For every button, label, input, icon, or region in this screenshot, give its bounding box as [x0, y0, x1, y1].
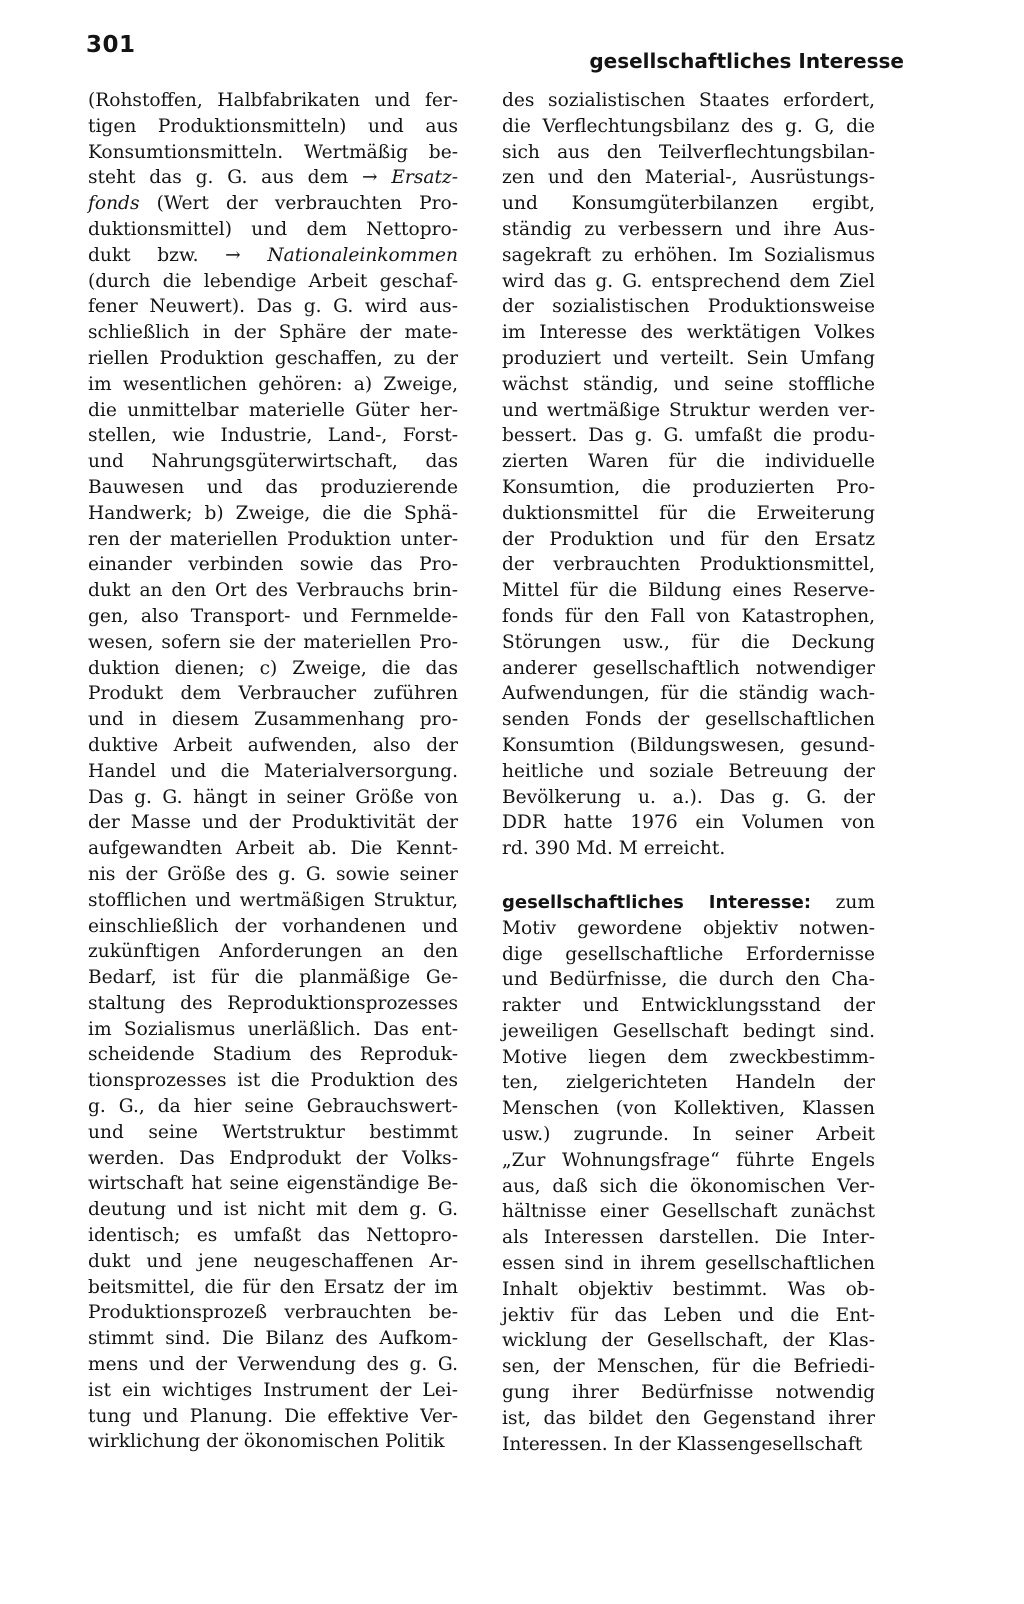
text-line: senden Fonds der gesellschaftlichen	[502, 709, 875, 731]
text-line: der Produktion und für den Ersatz	[502, 528, 875, 550]
text-line: (Rohstoffen, Halbfabrikaten und fer-	[88, 90, 458, 111]
text-line: im Sozialismus unerläßlich. Das ent-	[88, 1018, 458, 1040]
text-line: fonds (Wert der verbrauchten Pro-	[88, 193, 458, 215]
text-line: duktionsmittel) und dem Nettopro-	[88, 218, 458, 240]
text-line: die unmittelbar materielle Güter her-	[88, 399, 458, 421]
text-line: Produkt dem Verbraucher zuführen	[88, 683, 458, 705]
text-line: mens und der Verwendung des g. G.	[88, 1354, 458, 1376]
text-line: ständig zu verbessern und ihre Aus-	[502, 218, 875, 240]
text-line: rakter und Entwicklungsstand der	[502, 995, 875, 1017]
text-line: stimmt sind. Die Bilanz des Aufkom-	[88, 1328, 458, 1350]
text-line: zukünftigen Anforderungen an den	[88, 941, 458, 963]
text-line: rd. 390 Md. M erreicht.	[502, 838, 726, 860]
left-column	[88, 88, 458, 1455]
text-line: wirtschaft hat seine eigenständige Be-	[88, 1173, 458, 1195]
text-line: duktionsmittel für die Erweiterung	[502, 502, 875, 524]
text-line: Menschen (von Kollektiven, Klassen	[502, 1098, 875, 1120]
text-line: aus, daß sich die ökonomischen Ver-	[502, 1175, 875, 1197]
text-line: dukt an den Ort des Verbrauchs brin-	[88, 580, 458, 602]
text-line: und wertmäßige Struktur werden ver-	[502, 399, 875, 421]
right-column	[502, 88, 875, 1457]
text-line: deutung und ist nicht mit dem g. G.	[88, 1199, 458, 1221]
text-line: ten, zielgerichteten Handeln der	[502, 1072, 875, 1094]
text-line: staltung des Reproduktionsprozesses	[88, 992, 458, 1014]
text-line: riellen Produktion geschaffen, zu der	[88, 347, 458, 369]
text-line: und Konsumgüterbilanzen ergibt,	[502, 193, 875, 215]
text-line: ren der materiellen Produktion unter-	[88, 528, 458, 550]
text-line: beitsmittel, die für den Ersatz der im	[88, 1276, 458, 1298]
text-line: wicklung der Gesellschaft, der Klas-	[502, 1330, 875, 1352]
text-line: ist ein wichtiges Instrument der Lei-	[88, 1379, 458, 1401]
text-line: essen sind in ihrem gesellschaftlichen	[502, 1253, 875, 1275]
text-line: produziert und verteilt. Sein Umfang	[502, 347, 875, 369]
text-line: des sozialistischen Staates erfordert,	[502, 90, 875, 111]
text-line: tigen Produktionsmitteln) und aus	[88, 115, 458, 137]
text-line: aufgewandten Arbeit ab. Die Kennt-	[88, 838, 458, 860]
text-line: die Verflechtungsbilanz des g. G, die	[502, 115, 875, 137]
text-line: einander verbinden sowie das Pro-	[88, 554, 458, 576]
cross-reference-term: fonds	[88, 193, 140, 215]
text-line: anderer gesellschaftlich notwendiger	[502, 657, 875, 679]
text-line: wesen, sofern sie der materiellen Pro-	[88, 631, 458, 653]
text-line: Störungen usw., für die Deckung	[502, 631, 875, 653]
text-line: Bauwesen und das produzierende	[88, 476, 458, 498]
text-line: Konsumtion (Bildungswesen, gesund-	[502, 734, 875, 756]
text-line: werden. Das Endprodukt der Volks-	[88, 1147, 458, 1169]
text-line: wird das g. G. entsprechend dem Ziel	[502, 270, 875, 292]
text-line: ist, das bildet den Gegenstand ihrer	[502, 1407, 875, 1429]
text-line: g. G., da hier seine Gebrauchswert-	[88, 1096, 458, 1118]
text-line: Das g. G. hängt in seiner Größe von	[88, 786, 458, 808]
text-line: Motiv gewordene objektiv notwen-	[502, 917, 875, 939]
text-line: sagekraft zu erhöhen. Im Sozialismus	[502, 244, 875, 266]
entry-headword: gesellschaftliches Interesse:	[502, 891, 812, 913]
text-line: Motive liegen dem zweckbestimm-	[502, 1046, 875, 1068]
text-line: Inhalt objektiv bestimmt. Was ob-	[502, 1278, 875, 1300]
right-column-part1	[502, 88, 875, 862]
text-line: wirklichung der ökonomischen Politik	[88, 1431, 445, 1453]
text-line: „Zur Wohnungsfrage“ führte Engels	[502, 1149, 875, 1171]
text-line: gung ihrer Bedürfnisse notwendig	[502, 1382, 875, 1404]
text-line: Handel und die Materialversorgung.	[88, 760, 458, 782]
text-line: fonds für den Fall von Katastrophen,	[502, 605, 875, 627]
text-line: Produktionsprozeß verbrauchten be-	[88, 1302, 458, 1324]
text-line: Bevölkerung u. a.). Das g. G. der	[502, 786, 875, 808]
text-line: dukt und jene neugeschaffenen Ar-	[88, 1250, 458, 1272]
entry-first-line	[502, 890, 875, 916]
text-line: Interessen. In der Klassengesellschaft	[502, 1433, 863, 1455]
text-line: tung und Planung. Die effektive Ver-	[88, 1405, 458, 1427]
running-head: gesellschaftliches Interesse	[589, 49, 904, 73]
text-line: und seine Wertstruktur bestimmt	[88, 1121, 458, 1143]
cross-reference-term: Nationaleinkommen	[267, 244, 458, 266]
text-line: dige gesellschaftliche Erfordernisse	[502, 943, 875, 965]
text-line: heitliche und soziale Betreuung der	[502, 760, 875, 782]
text-line: im wesentlichen gehören: a) Zweige,	[88, 373, 458, 395]
text-line: gen, also Transport- und Fernmelde-	[88, 605, 458, 627]
text-line: hältnisse einer Gesellschaft zunächst	[502, 1201, 875, 1223]
text-line: und Bedürfnisse, die durch den Cha-	[502, 969, 875, 991]
text-line: einschließlich der vorhandenen und	[88, 915, 458, 937]
text-line: und Nahrungsgüterwirtschaft, das	[88, 451, 458, 473]
text-line: sen, der Menschen, für die Befriedi-	[502, 1356, 875, 1378]
text-line: schließlich in der Sphäre der mate-	[88, 322, 458, 344]
text-line: nis der Größe des g. G. sowie seiner	[88, 863, 458, 885]
text-line: bessert. Das g. G. umfaßt die produ-	[502, 425, 875, 447]
text-line: duktion dienen; c) Zweige, die das	[88, 657, 458, 679]
text-line: jeweiligen Gesellschaft bedingt sind.	[502, 1020, 875, 1042]
text-line: duktive Arbeit aufwenden, also der	[88, 734, 458, 756]
text-line: der sozialistischen Produktionsweise	[502, 296, 875, 318]
text-line: und in diesem Zusammenhang pro-	[88, 709, 458, 731]
text-line: identisch; es umfaßt das Nettopro-	[88, 1225, 458, 1247]
text-line: wächst ständig, und seine stoffliche	[502, 373, 875, 395]
text-line: Bedarf, ist für die planmäßige Ge-	[88, 967, 458, 989]
text-line: als Interessen darstellen. Die Inter-	[502, 1227, 875, 1249]
text-line: der Masse und der Produktivität der	[88, 812, 458, 834]
text-line: der verbrauchten Produktionsmittel,	[502, 554, 875, 576]
text-line: tionsprozesses ist die Produktion des	[88, 1070, 458, 1092]
text-line: steht das g. G. aus dem → Ersatz-	[88, 167, 458, 189]
cross-reference-term: Ersatz-	[391, 167, 458, 189]
text-line: Mittel für die Bildung eines Reserve-	[502, 580, 875, 602]
text-line: im Interesse des werktätigen Volkes	[502, 322, 875, 344]
text-line: Konsumtion, die produzierten Pro-	[502, 476, 875, 498]
page-number: 301	[86, 32, 136, 58]
text-line: DDR hatte 1976 ein Volumen von	[502, 812, 875, 834]
text-line: fener Neuwert). Das g. G. wird aus-	[88, 296, 458, 318]
entry-first-line-rest: zum	[835, 891, 875, 913]
text-line: jektiv für das Leben und die Ent-	[502, 1304, 875, 1326]
text-line: (durch die lebendige Arbeit geschaf-	[88, 270, 458, 292]
entry-gap	[502, 862, 875, 890]
text-line: stellen, wie Industrie, Land-, Forst-	[88, 425, 458, 447]
text-line: Handwerk; b) Zweige, die die Sphä-	[88, 502, 458, 524]
text-line: zierten Waren für die individuelle	[502, 451, 875, 473]
text-line: dukt bzw. → Nationaleinkommen	[88, 244, 458, 266]
right-column-part2	[502, 916, 875, 1458]
text-line: scheidende Stadium des Reproduk-	[88, 1044, 458, 1066]
text-line: Aufwendungen, für die ständig wach-	[502, 683, 875, 705]
text-line: stofflichen und wertmäßigen Struktur,	[88, 889, 458, 911]
text-line: sich aus den Teilverflechtungsbilan-	[502, 141, 875, 163]
text-line: usw.) zugrunde. In seiner Arbeit	[502, 1124, 875, 1146]
text-line: Konsumtionsmitteln. Wertmäßig be-	[88, 141, 458, 163]
text-line: zen und den Material-, Ausrüstungs-	[502, 167, 875, 189]
